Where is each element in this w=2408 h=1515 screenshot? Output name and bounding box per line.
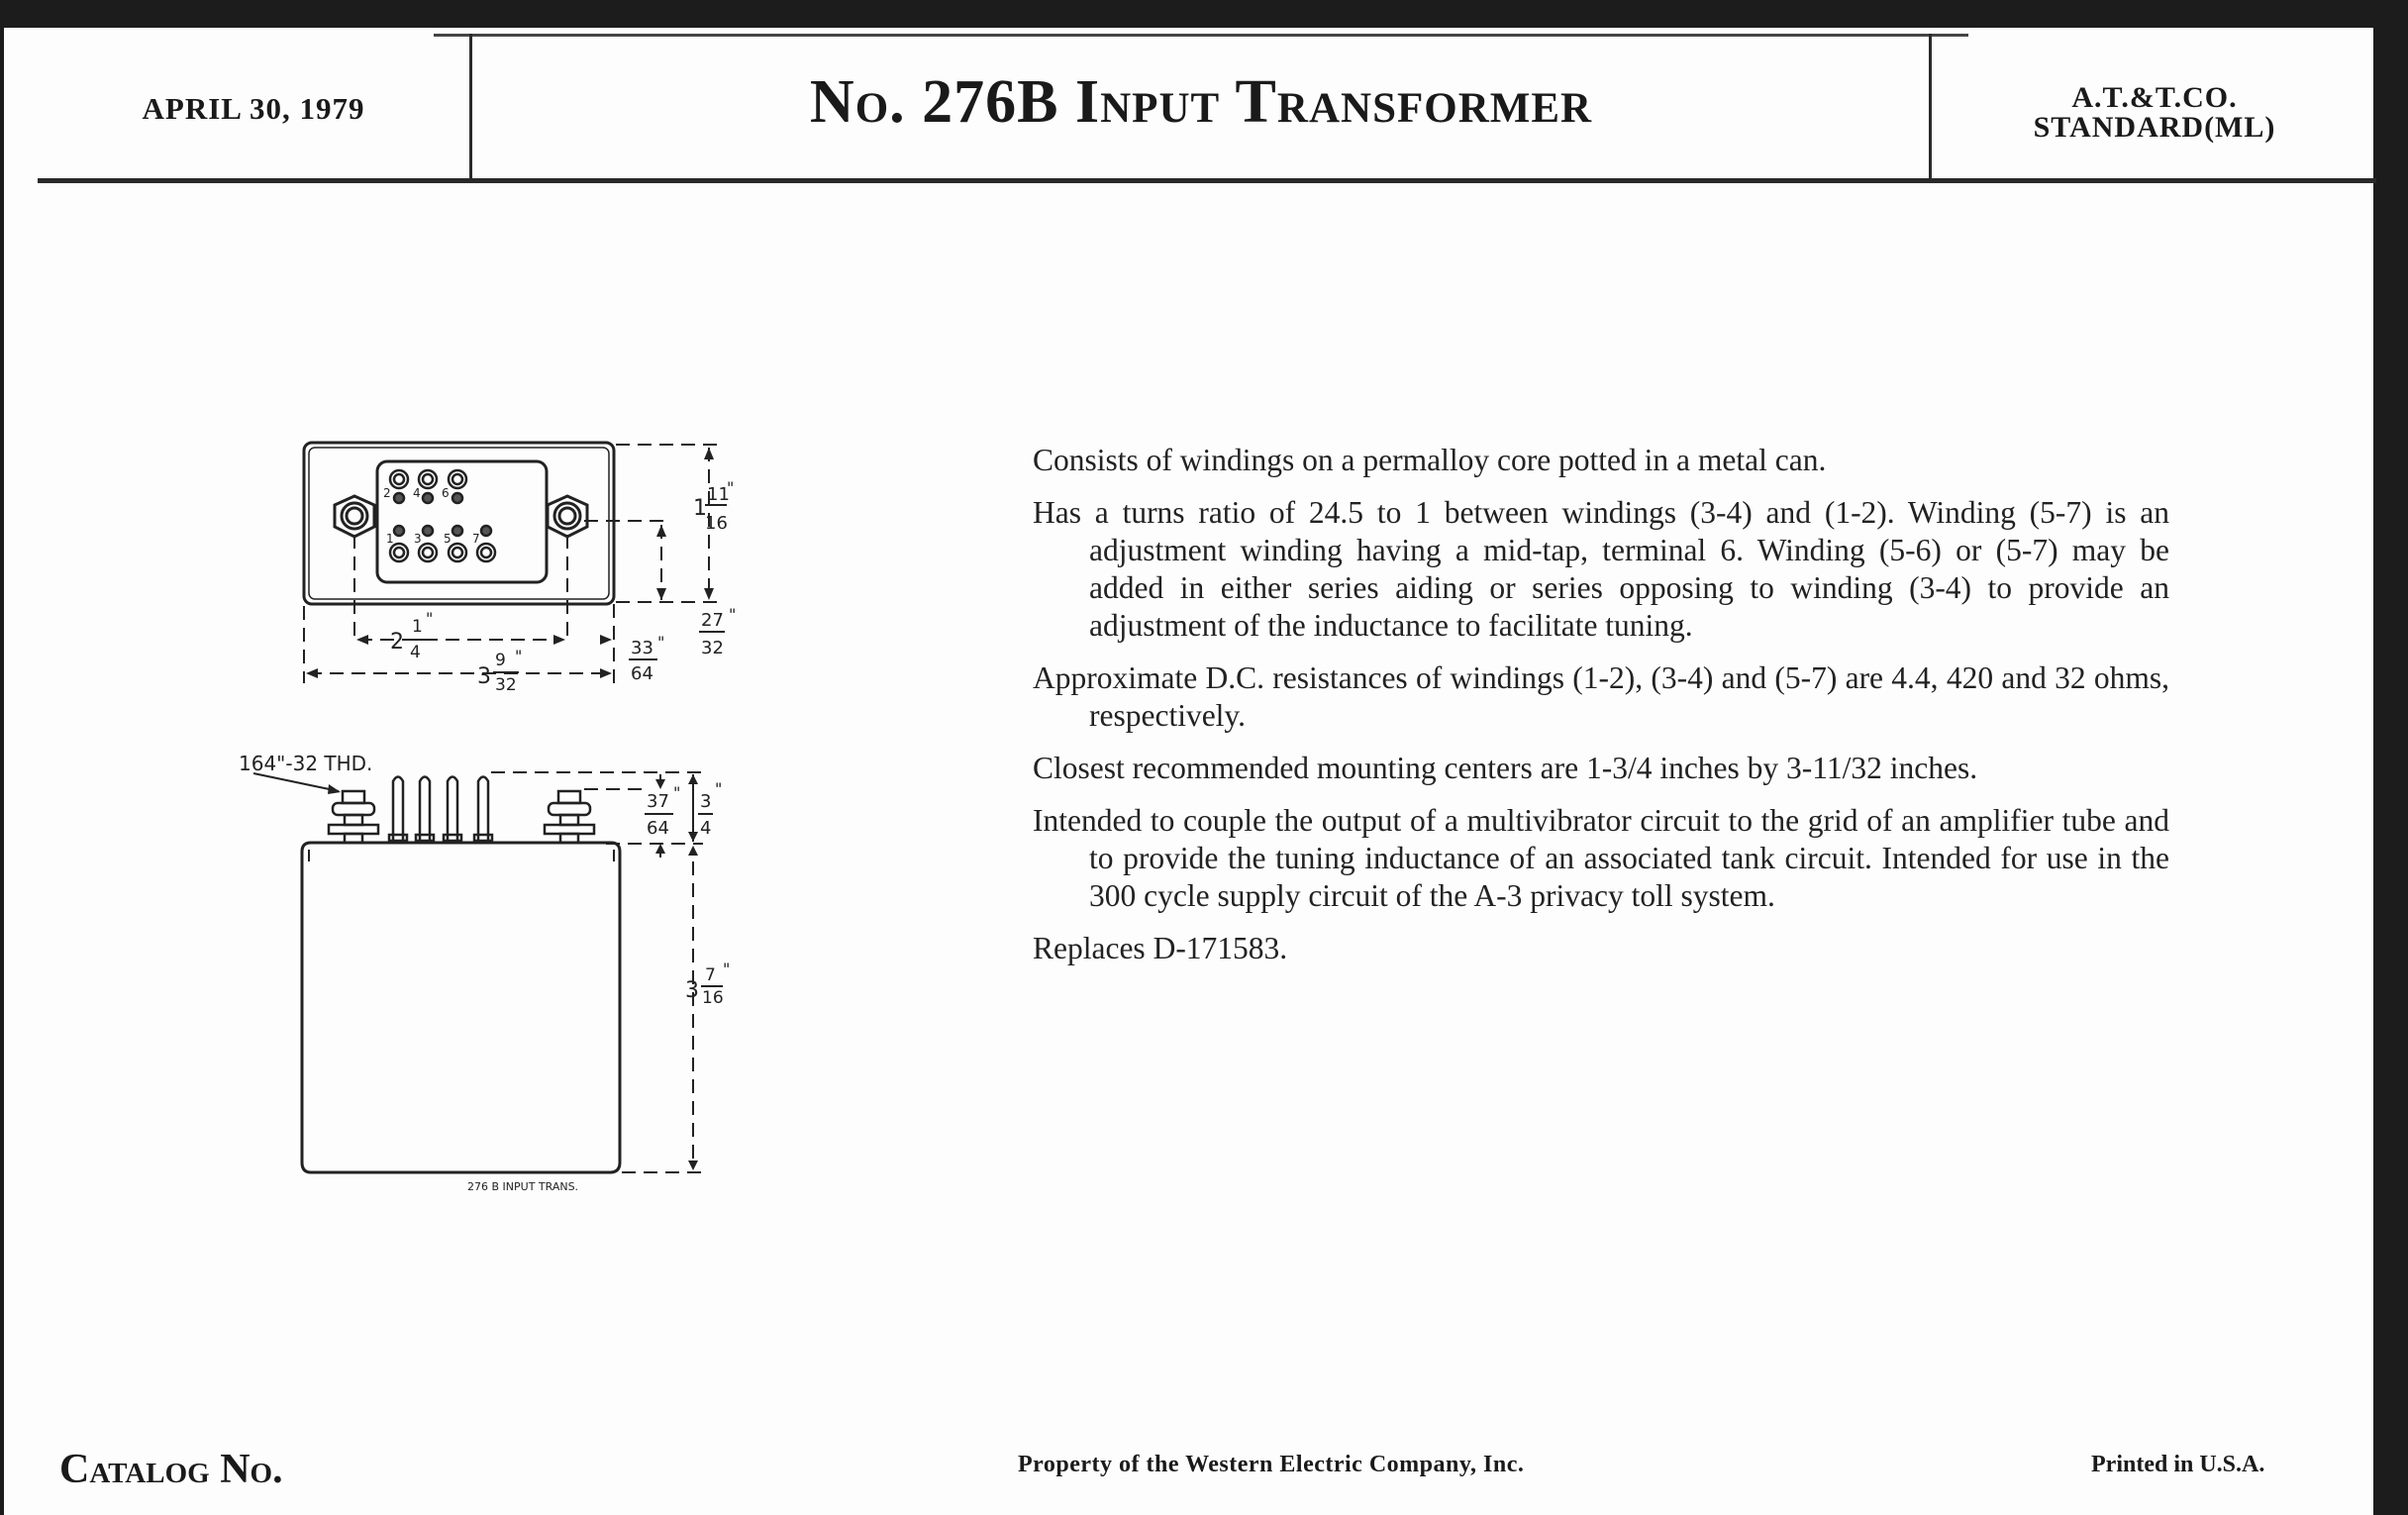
can-body xyxy=(302,843,620,1172)
inch-mark: " xyxy=(673,783,681,802)
dim-center-whole: 2 xyxy=(390,630,404,655)
dim-center-num: 1 xyxy=(412,617,423,637)
dim-center-den: 4 xyxy=(410,643,421,662)
terminal-row-top xyxy=(390,470,466,503)
inch-mark: " xyxy=(426,609,434,628)
standard-line-2: STANDARD(ML) xyxy=(2033,111,2276,144)
terminal-label: 2 xyxy=(383,486,391,500)
description xyxy=(1033,442,2169,982)
dim-width-whole: 3 xyxy=(477,664,491,689)
top-view xyxy=(304,443,736,695)
description-paragraph: Closest recommended mounting centers are 1-3/4 inches by 3-11/32 inches. xyxy=(1033,751,1978,785)
dim-width-den: 32 xyxy=(495,675,517,695)
solder-terminals xyxy=(389,777,492,842)
dim-stud-den: 64 xyxy=(647,818,669,839)
dim-height-whole: 1 xyxy=(693,496,707,521)
description-paragraph: Approximate D.C. resistances of windings (1-2), (3-4) and (5-7) are 4.4, 420 and 32 ohms, respectively. xyxy=(1033,660,2169,733)
printed-in-notice: Printed in U.S.A. xyxy=(2091,1452,2265,1477)
dim-body-num: 7 xyxy=(705,965,716,985)
inch-mark: " xyxy=(727,478,735,497)
thread-label: 164"-32 THD. xyxy=(239,752,373,775)
dim-edge-num: 33 xyxy=(631,638,653,658)
document-title: No. 276B Input Transformer xyxy=(809,68,1593,136)
drawing-caption: 276 B INPUT TRANS. xyxy=(467,1180,579,1193)
terminal-label: 6 xyxy=(442,486,450,500)
standard-line-1: A.T.&T.CO. xyxy=(2071,81,2238,114)
dimension-lines xyxy=(304,445,718,683)
inch-mark: " xyxy=(515,647,523,665)
dim-height-den: 16 xyxy=(705,513,728,534)
terminal-label: 7 xyxy=(472,532,480,546)
dim-body-whole: 3 xyxy=(685,978,699,1003)
description-paragraph: Consists of windings on a permalloy core potted in a metal can. xyxy=(1033,443,1827,477)
dim-stud-num: 37 xyxy=(647,791,669,812)
description-paragraph: Has a turns ratio of 24.5 to 1 between windings (3-4) and (1-2). Winding (5-7) is an adjustment winding having a mid-tap, terminal 6. Winding (5-6) or (5-7) may be added in either series aiding or series opposing to winding (3-4) to provide an adjustment of the inductance to facilitate tuning. xyxy=(1033,495,2169,643)
dim-offset-den: 32 xyxy=(701,638,724,658)
dim-term-num: 3 xyxy=(700,791,712,812)
dim-width-num: 9 xyxy=(495,651,506,670)
inch-mark: " xyxy=(729,605,737,624)
terminal-label: 3 xyxy=(414,532,422,546)
terminal-label: 5 xyxy=(444,532,452,546)
inch-mark: " xyxy=(657,633,665,652)
dimension-lines xyxy=(491,772,703,1172)
dim-offset-num: 27 xyxy=(701,610,724,631)
mounting-stud-right xyxy=(545,791,594,843)
property-notice: Property of the Western Electric Company, Inc. xyxy=(1018,1452,1525,1477)
catalog-number-label: Catalog No. xyxy=(59,1447,283,1492)
inch-mark: " xyxy=(715,779,723,798)
dim-edge-den: 64 xyxy=(631,663,653,684)
terminal-label: 4 xyxy=(413,486,421,500)
dim-height-num: 11 xyxy=(707,484,730,505)
mounting-stud-left xyxy=(329,791,378,843)
mounting-stud-left xyxy=(335,496,374,537)
side-view xyxy=(239,752,730,1193)
terminal-label: 1 xyxy=(386,532,394,546)
description-paragraph: Replaces D-171583. xyxy=(1033,931,1288,965)
mounting-stud-right xyxy=(548,496,587,537)
issue-date: APRIL 30, 1979 xyxy=(142,91,365,126)
dim-term-den: 4 xyxy=(700,818,712,839)
inch-mark: " xyxy=(723,960,731,978)
dim-body-den: 16 xyxy=(702,988,724,1008)
description-paragraph: Intended to couple the output of a multivibrator circuit to the grid of an amplifier tube and to provide the tuning inductance of an associated tank circuit. Intended for use in the 300 cycle supply circuit of the A-3 privacy toll system. xyxy=(1033,803,2169,913)
